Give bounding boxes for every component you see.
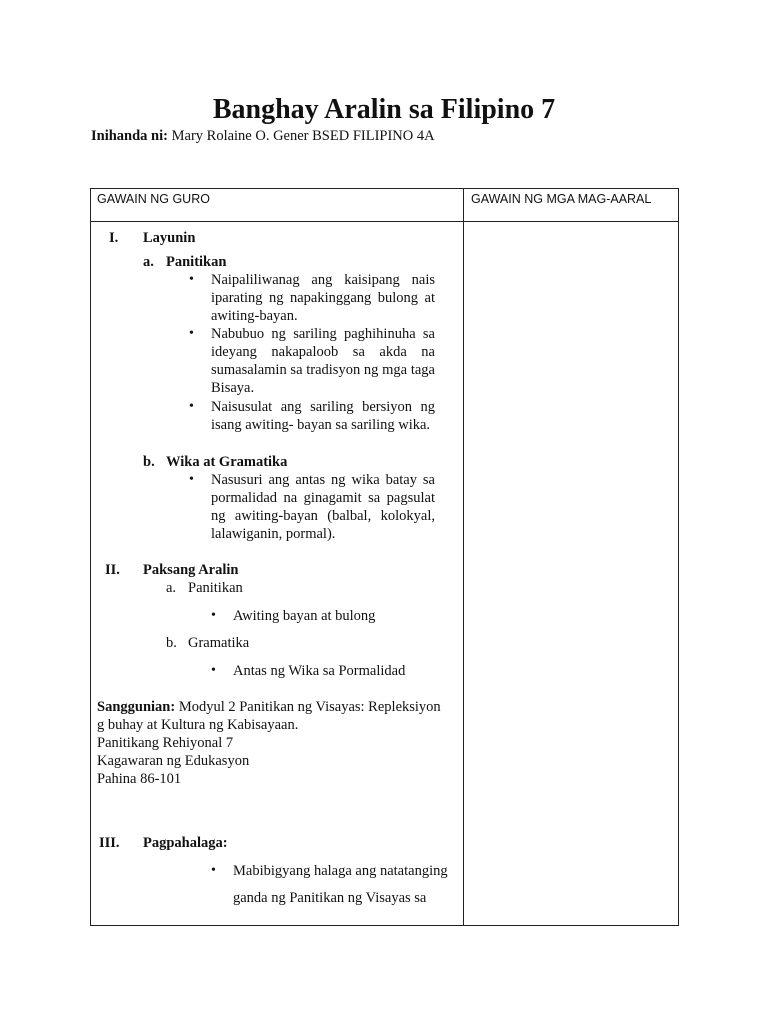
reference-line: Pahina 86-101 [97,771,182,787]
prepared-by-label: Inihanda ni: [91,128,168,144]
section-3-title: Pagpahalaga: [143,835,228,851]
objective-item: Nasusuri ang antas ng wika batay sa pormalidad na ginagamit sa pagsulat ng awiting-bayan (balbal, kolokyal, lalawiganin, pormal). [211,472,435,542]
prepared-by [91,127,435,145]
page-title: Banghay Aralin sa Filipino 7 [212,94,556,125]
values-item-line: Mabibigyang halaga ang natatanging [233,863,448,879]
header-student-activity: GAWAIN NG MGA MAG-AARAL [471,192,652,206]
section-1b-label: b. [143,454,155,470]
reference-text: Modyul 2 Panitikan ng Visayas: Repleksiyon [178,699,441,715]
column-divider [463,189,464,925]
section-2b-label: b. [166,635,177,651]
lesson-plan-table [90,188,679,926]
section-2a-title: Panitikan [188,580,243,596]
header-teacher-activity: GAWAIN NG GURO [97,192,210,206]
section-1-numeral: I. [109,230,119,246]
section-1b-title: Wika at Gramatika [166,454,288,470]
section-2a-label: a. [166,580,177,596]
bullet-icon: • [211,863,216,878]
values-item-line: ganda ng Panitikan ng Visayas sa [233,890,427,906]
objective-item: Naisusulat ang sariling bersiyon ng isang awiting- bayan sa sariling wika. [211,399,435,433]
reference-line: Panitikang Rehiyonal 7 [97,735,234,751]
objective-item: Nabubuo ng sariling paghihinuha sa ideyang nakapaloob sa akda na sumasalamin sa tradisyon ng mga taga Bisaya. [211,326,435,396]
bullet-icon: • [189,326,194,341]
bullet-icon: • [211,663,216,678]
section-3-numeral: III. [99,835,120,851]
bullet-icon: • [189,272,194,287]
bullet-icon: • [189,472,194,487]
section-2-numeral: II. [105,562,120,578]
header-divider [91,221,678,222]
reference-block [97,698,459,716]
reference-label: Sanggunian: [97,699,176,715]
objective-item: Naipaliliwanag ang kaisipang nais iparating ng napakinggang bulong at awiting-bayan. [211,272,435,324]
section-1a-title: Panitikan [166,254,227,270]
section-1-title: Layunin [143,230,196,246]
topic-item: Antas ng Wika sa Pormalidad [233,663,406,679]
section-2b-title: Gramatika [188,635,250,651]
section-1a-label: a. [143,254,154,270]
prepared-by-value: Mary Rolaine O. Gener BSED FILIPINO 4A [171,128,435,144]
topic-item: Awiting bayan at bulong [233,608,376,624]
bullet-icon: • [211,608,216,623]
section-2-title: Paksang Aralin [143,562,239,578]
reference-line: g buhay at Kultura ng Kabisayaan. [97,717,299,733]
bullet-icon: • [189,399,194,414]
reference-line: Kagawaran ng Edukasyon [97,753,250,769]
